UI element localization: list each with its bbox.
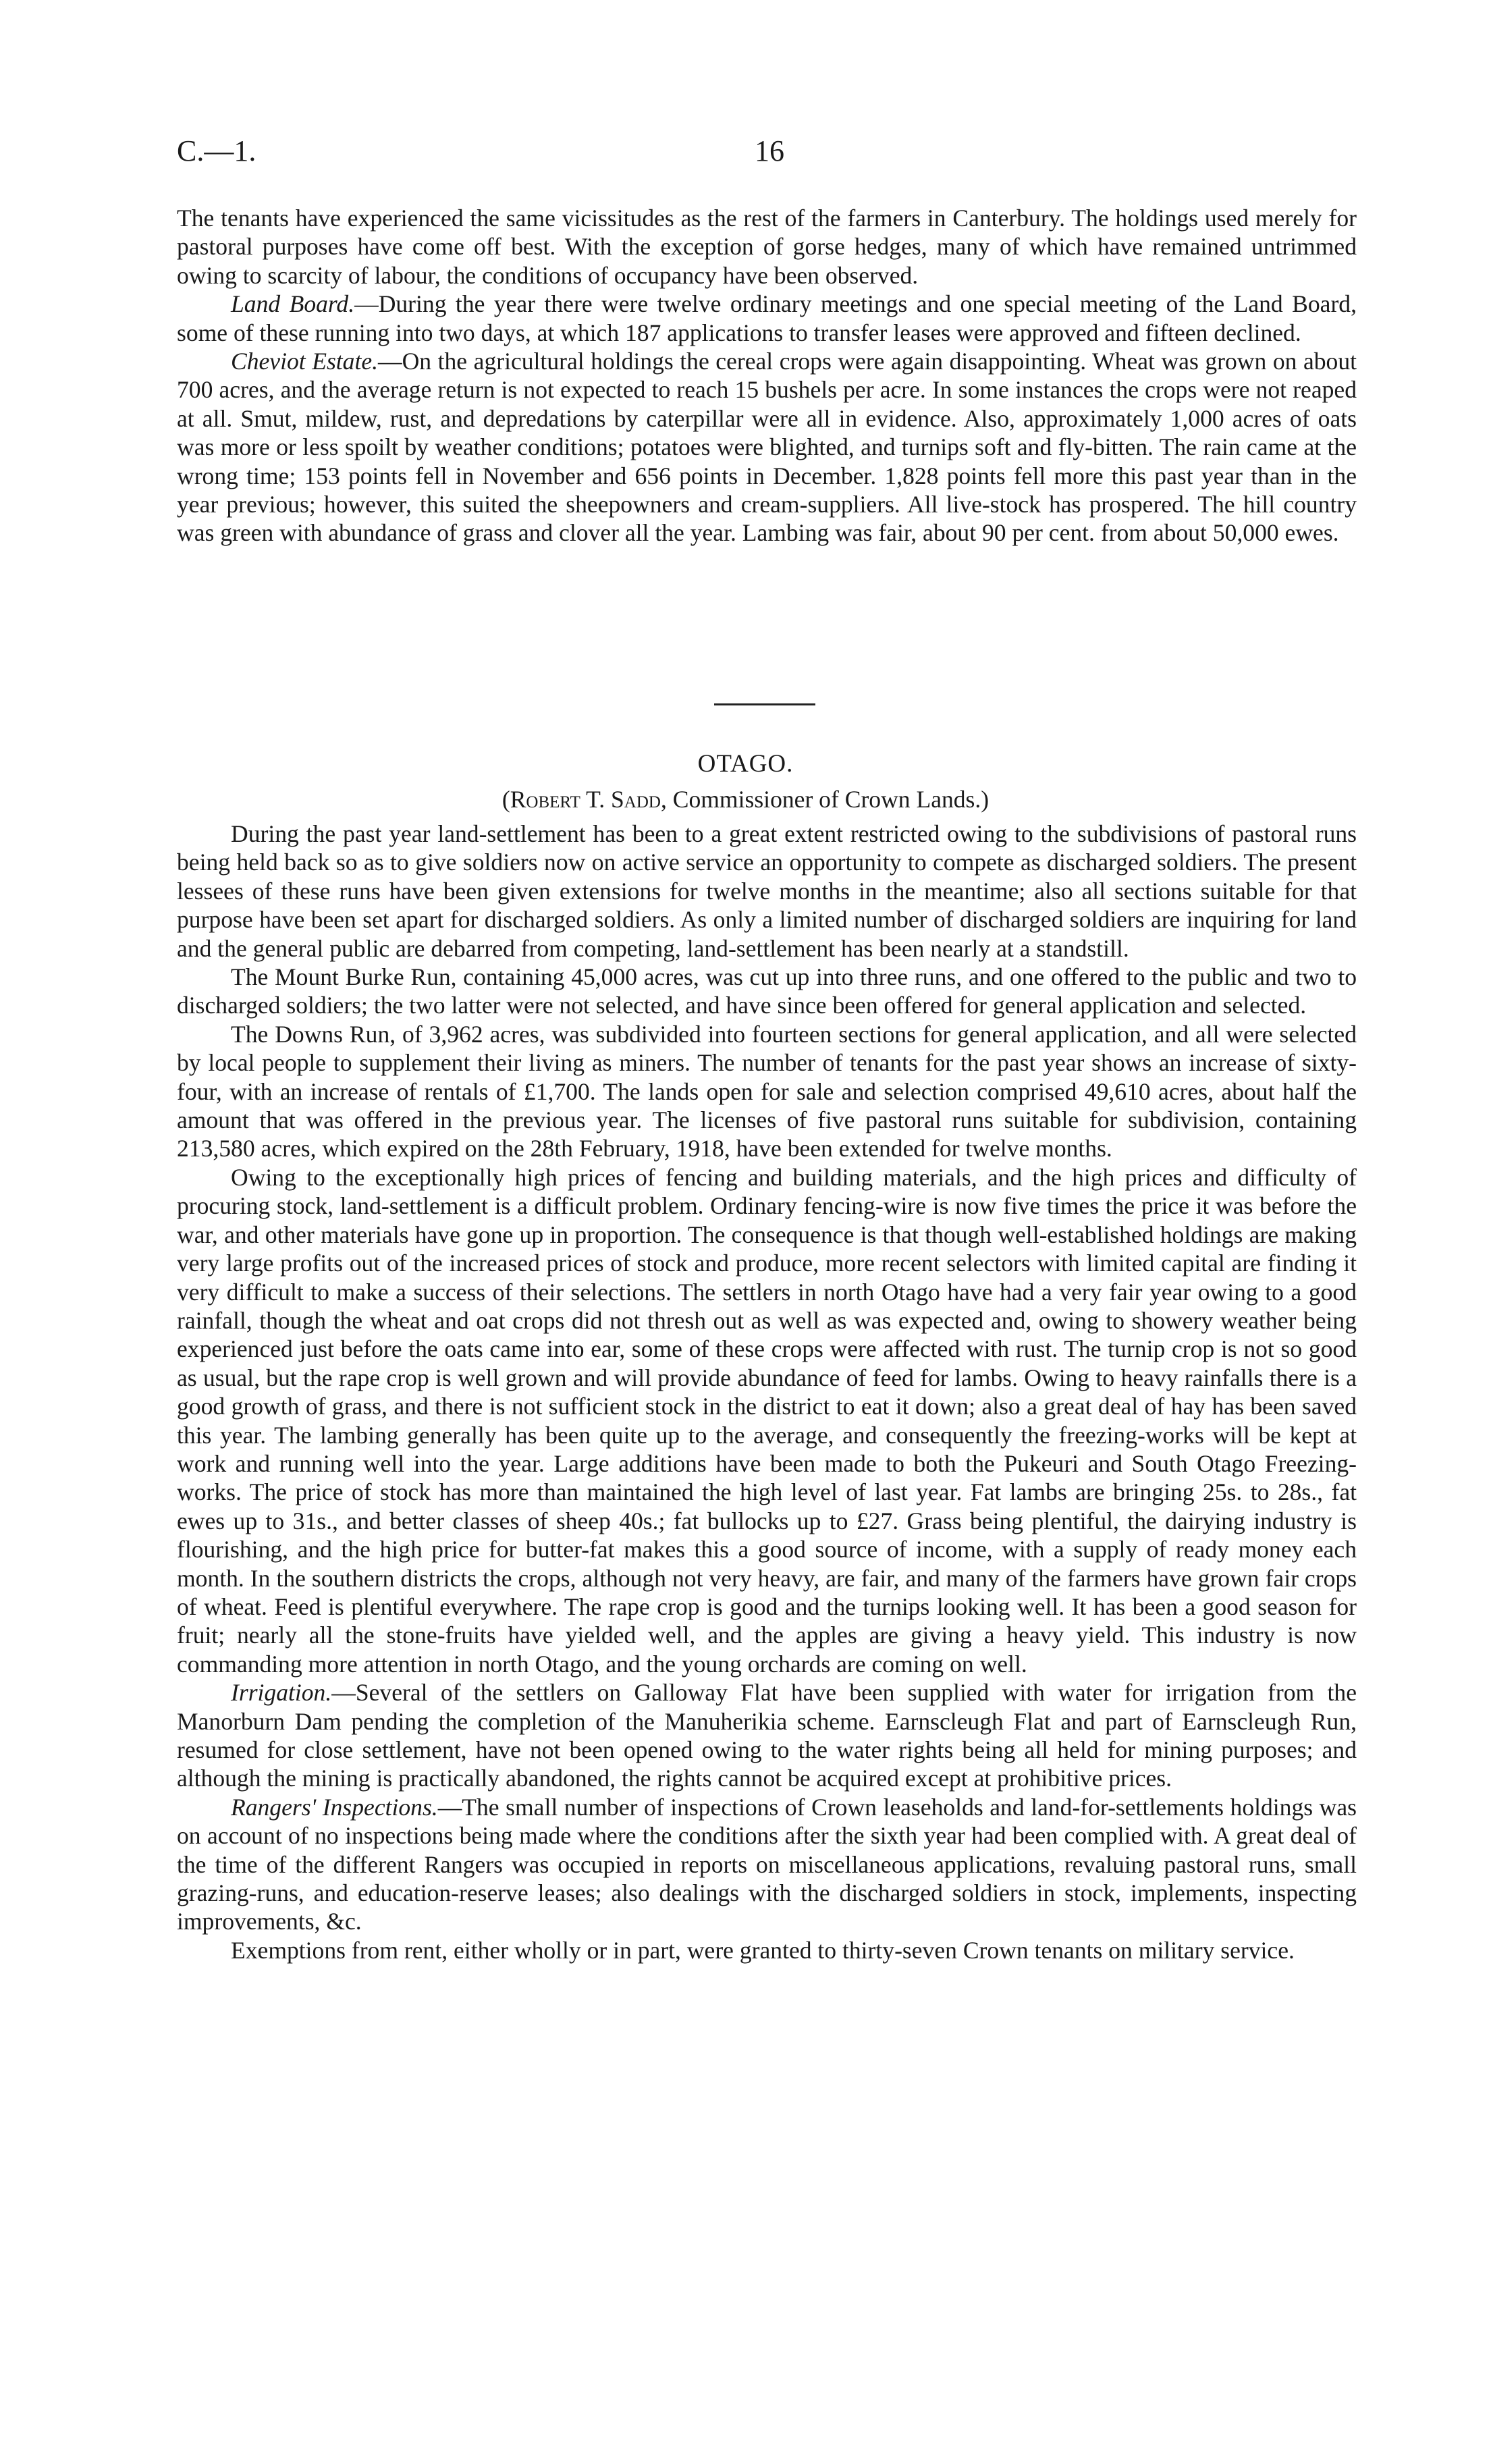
subtitle-open: (: [501, 786, 510, 813]
paragraph-irrigation: [177, 1678, 1357, 1793]
paragraph-lead: Cheviot Estate.: [231, 348, 379, 375]
paragraph: The Downs Run, of 3,962 acres, was subdivided into fourteen sections for general application, and all were selected by local people to supplement their living as miners. The number of tenants for the past year shows an increase of sixty-four, with an increase of rentals of £1,700. The lands open for sale and selection comprised 49,610 acres, about half the amount that was offered in the previous year. The licenses of five pastoral runs suitable for subdivision, containing 213,580 acres, which expired on the 28th February, 1918, have been extended for twelve months.: [177, 1020, 1357, 1162]
paragraph-text: —Several of the settlers on Galloway Flat have been supplied with water for irrigation from the Manorburn Dam pending the completion of the Manuherikia scheme. Earnscleugh Flat and part of Earnscleugh Run, resumed for close settlement, have not been opened owing to the water rights being all held for mining purposes; and although the mining is practically abandoned, the rights cannot be acquired except at prohibitive prices.: [177, 1679, 1357, 1792]
canterbury-section: [177, 204, 1357, 547]
section-title: OTAGO.: [697, 750, 794, 778]
paragraph-text: —During the year there were twelve ordinary meetings and one special meeting of the Land Board, some of these running into two days, at which 187 applications to transfer leases were approved and fifteen declined.: [177, 290, 1357, 346]
paragraph-lead: Rangers' Inspections.: [231, 1793, 438, 1821]
document-reference: C.—1.: [177, 134, 256, 167]
section-subtitle: [0, 785, 1491, 813]
page-number: 16: [755, 134, 784, 167]
paragraph-lead: Land Board.: [231, 290, 355, 318]
paragraph-lead: Irrigation.: [231, 1679, 332, 1707]
paragraph-text: —On the agricultural holdings the cereal crops were again disappointing. Wheat was grown on about 700 acres, and the average return is not expected to reach 15 bushels per acre. In some instances the crops were not reaped at all. Smut, mildew, rust, and depredations by caterpillar were all in evidence. Also, approximately 1,000 acres of oats was more or less spoilt by weather conditions; potatoes were blighted, and turnips soft and fly-bitten. The rain came at the wrong time; 153 points fell in November and 656 points in December. 1,828 points fell more this past year than in the year previous; however, this suited the sheepowners and cream-suppliers. All live-stock has prospered. The hill country was green with abundance of grass and clover all the year. Lambing was fair, about 90 per cent. from about 50,000 ewes.: [177, 348, 1357, 547]
paragraph: Owing to the exceptionally high prices of fencing and building materials, and the high prices and difficulty of procuring stock, land-settlement is a difficult problem. Ordinary fencing-wire is now five times the price it was before the war, and other materials have gone up in proportion. The consequence is that though well-established holdings are making very large profits out of the increased prices of stock and produce, more recent selectors with limited capital are finding it very difficult to make a success of their selections. The settlers in north Otago have had a very fair year owing to a good rainfall, though the wheat and oat crops did not thresh out as well as was expected and, owing to showery weather being experienced just before the oats came into ear, some of these crops were affected with rust. The turnip crop is not so good as usual, but the rape crop is well grown and will provide abundance of feed for lambs. Owing to heavy rainfalls there is a good growth of grass, and there is not sufficient stock in the district to eat it down; also a great deal of hay has been saved this year. The lambing generally has been quite up to the average, and consequently the freezing-works will be kept at work and running well into the year. Large additions have been made to both the Pukeuri and South Otago Freezing-works. The price of stock has more than maintained the high level of last year. Fat lambs are bringing 25s. to 28s., fat ewes up to 31s., and better classes of sheep 40s.; fat bullocks up to £27. Grass being plentiful, the dairying industry is flourishing, and the high price for butter-fat makes this a good source of income, with a supply of ready money each month. In the southern districts the crops, although not very heavy, are fair, and many of the farmers have grown fair crops of wheat. Feed is plentiful everywhere. The rape crop is good and the turnips looking well. It has been a good season for fruit; nearly all the stone-fruits have yielded well, and the apples are giving a heavy yield. This industry is now commanding more attention in north Otago, and the young orchards are coming on well.: [177, 1163, 1357, 1678]
paragraph-rangers-inspections: [177, 1793, 1357, 1936]
paragraph: The Mount Burke Run, containing 45,000 acres, was cut up into three runs, and one offered to the public and two to discharged soldiers; the two latter were not selected, and have since been offered for general application and selected.: [177, 963, 1357, 1019]
paragraph-cheviot-estate: [177, 347, 1357, 547]
paragraph: During the past year land-settlement has been to a great extent restricted owing to the subdivisions of pastoral runs being held back so as to give soldiers now on active service an opportunity to compete as discharged soldiers. The present lessees of these runs have been given extensions for twelve months in the meantime; also all sections suitable for that purpose have been set apart for discharged soldiers. As only a limited number of discharged soldiers are inquiring for land and the general public are debarred from competing, land-settlement has been nearly at a standstill.: [177, 820, 1357, 962]
section-divider: [714, 703, 815, 705]
paragraph: Exemptions from rent, either wholly or in part, were granted to thirty-seven Crown tenants on military service.: [231, 1936, 1295, 1964]
paragraph-text: —The small number of inspections of Crown leaseholds and land-for-settlements holdings was on account of no inspections being made where the conditions after the sixth year had been complied with. A great deal of the time of the different Rangers was occupied in reports on miscellaneous applications, revaluing pastoral runs, small grazing-runs, and education-reserve leases; also dealings with the discharged soldiers in stock, implements, inspecting improvements, &c.: [177, 1793, 1357, 1935]
paragraph: The tenants have experienced the same vicissitudes as the rest of the farmers in Canterbury. The holdings used merely for pastoral purposes have come off best. With the exception of gorse hedges, many of which have remained untrimmed owing to scarcity of labour, the conditions of occupancy have been observed.: [177, 205, 1357, 289]
paragraph-land-board: [177, 290, 1357, 347]
otago-section: [177, 820, 1357, 1964]
commissioner-name: Robert T. Sadd: [510, 786, 661, 813]
subtitle-rest: , Commissioner of Crown Lands.): [660, 786, 990, 813]
